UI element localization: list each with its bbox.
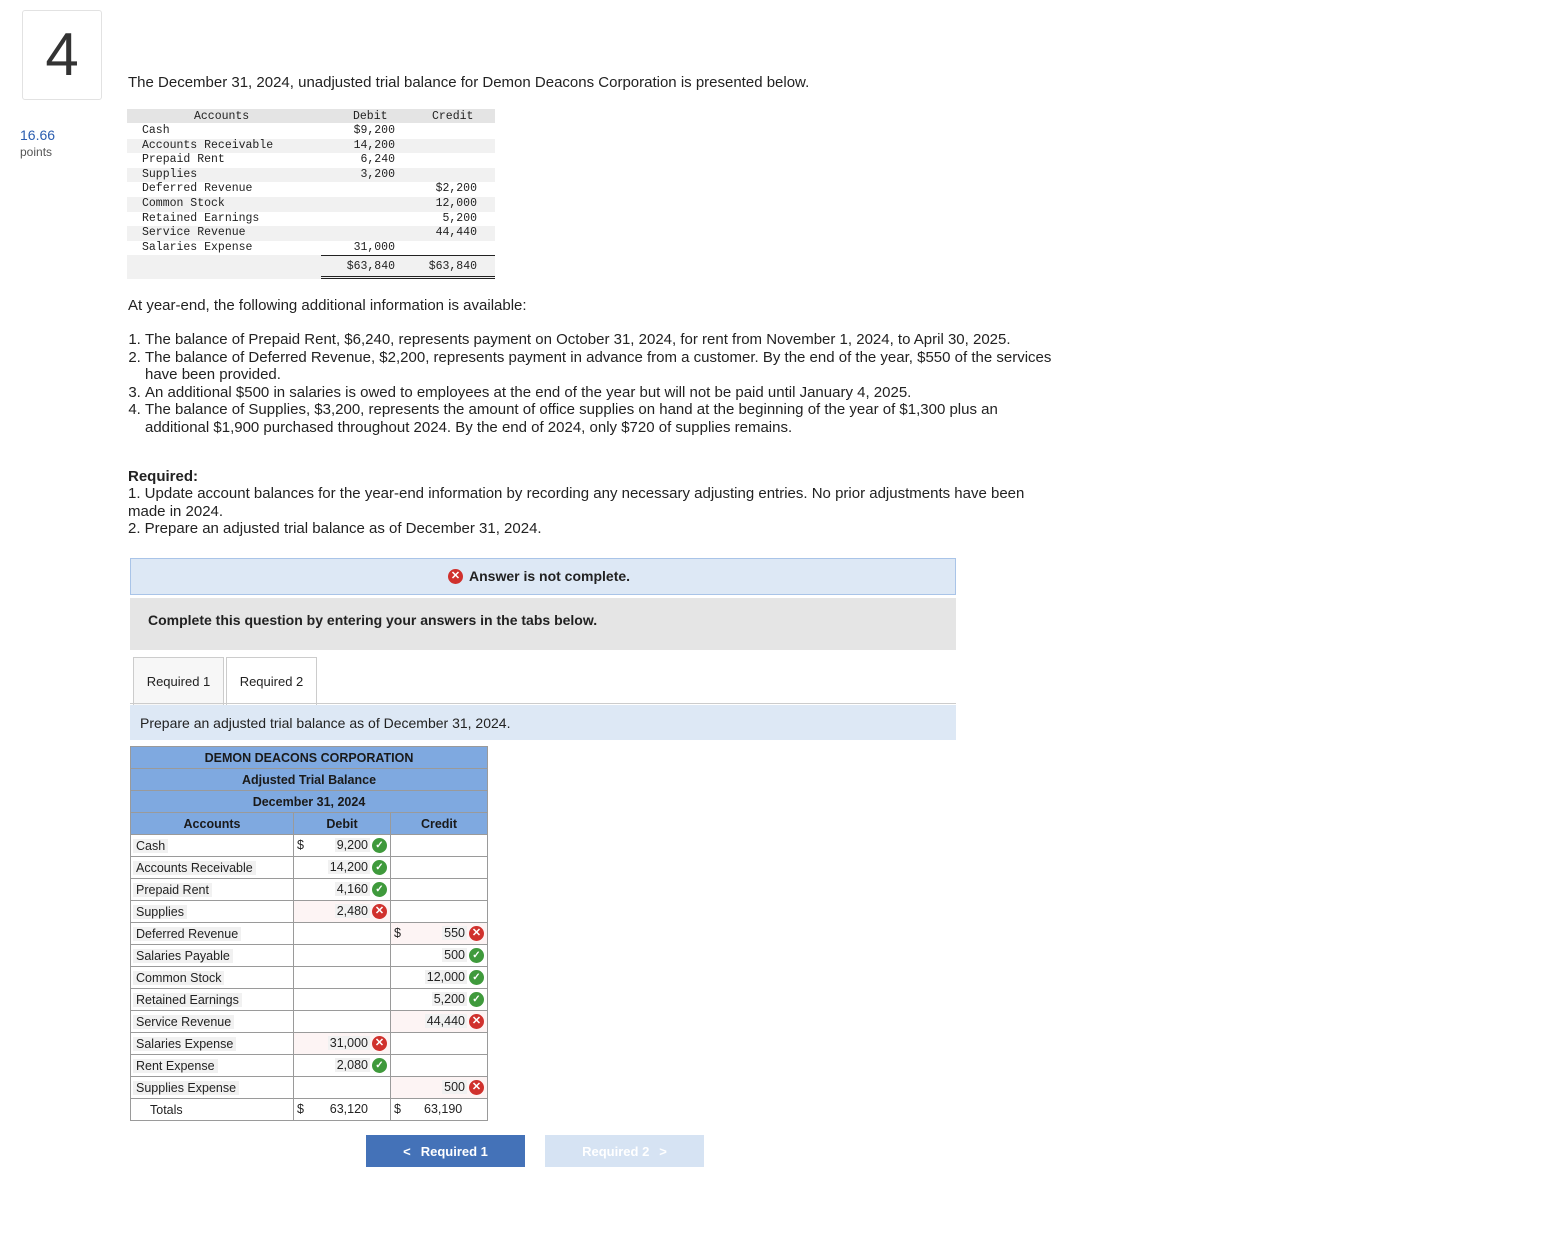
incorrect-icon: ✕ [469,926,484,941]
debit-cell[interactable] [294,879,391,901]
credit-value[interactable]: 500 [444,948,465,962]
account-name[interactable]: Salaries Expense [133,1037,236,1051]
credit-cell[interactable] [391,923,488,945]
credit-cell[interactable] [391,945,488,967]
debit-cell[interactable] [294,945,391,967]
required-item-1: 1. Update account balances for the year-end information by recording any necessary adjusting entries. No prior adjustments have been made in 2024. [128,485,1025,520]
credit-cell[interactable] [391,901,488,923]
info-item: 2. The balance of Deferred Revenue, $2,200, represents payment in advance from a customer. By the end of the year, $550 of the services have been provided. [145,349,1055,384]
table-row [131,1077,488,1099]
credit-value[interactable]: 550 [444,926,465,940]
tb-account: Cash [142,124,170,137]
table-row [131,1033,488,1055]
debit-value[interactable]: 4,160 [336,882,368,896]
complete-prompt-text: Complete this question by entering your answers in the tabs below. [148,612,598,628]
account-cell [131,1055,294,1077]
required-item-2: 2. Prepare an adjusted trial balance as of December 31, 2024. [128,520,542,537]
additional-info-list [128,331,1055,436]
incorrect-icon: ✕ [469,1014,484,1029]
next-button-label: Required 2 [582,1143,650,1159]
tb-credit: 12,000 [435,197,477,210]
debit-cell[interactable] [294,1055,391,1077]
points-value: 16.66 [20,127,56,143]
account-name[interactable]: Supplies Expense [133,1081,239,1095]
table-row [131,1011,488,1033]
tb-account: Deferred Revenue [142,182,253,196]
tb-account: Common Stock [142,197,225,210]
tb-account: Prepaid Rent [142,153,225,167]
currency-symbol: $ [394,926,401,940]
adjusted-trial-balance-table [130,746,488,1121]
account-name[interactable]: Salaries Payable [133,949,233,963]
credit-value[interactable]: 12,000 [426,970,465,984]
question-number: 4 [22,10,102,100]
totals-label-cell [131,1099,294,1121]
check-icon: ✓ [372,1058,387,1073]
account-name[interactable]: Common Stock [133,971,224,985]
account-cell [131,857,294,879]
account-cell [131,923,294,945]
tb-account: Salaries Expense [142,240,253,254]
totals-label: Totals [150,1102,183,1117]
table-row [131,879,488,901]
required-heading: Required: [128,468,199,485]
statement-date: December 31, 2024 [131,791,488,813]
debit-value[interactable]: 2,480 [336,904,368,918]
debit-cell[interactable] [294,1011,391,1033]
additional-info-heading: At year-end, the following additional information is available: [128,297,527,314]
tb-credit: 5,200 [442,211,477,225]
account-name[interactable]: Prepaid Rent [133,883,212,897]
account-cell [131,879,294,901]
tab-divider [130,703,956,704]
col-header-credit: Credit [391,813,488,835]
instruction-text: Prepare an adjusted trial balance as of December 31, 2024. [140,715,511,731]
intro-text: The December 31, 2024, unadjusted trial balance for Demon Deacons Corporation is presented below. [128,74,810,91]
currency-symbol: $ [297,1102,304,1116]
credit-cell[interactable] [391,879,488,901]
table-row [131,967,488,989]
info-item: 1. The balance of Prepaid Rent, $6,240, represents payment on October 31, 2024, for rent from November 1, 2024, to April 30, 2025. [145,331,1055,349]
tb-total-debit: $63,840 [346,260,395,273]
debit-value[interactable]: 2,080 [336,1058,368,1072]
check-icon: ✓ [372,860,387,875]
check-icon: ✓ [372,882,387,897]
tb-account: Retained Earnings [142,211,260,225]
tb-debit: $9,200 [353,124,395,137]
account-cell [131,1033,294,1055]
credit-cell[interactable] [391,1077,488,1099]
tab-required-1[interactable]: Required 1 [133,657,224,706]
total-debit-value: 63,120 [329,1102,368,1116]
tb-header-accounts: Accounts [194,110,250,123]
account-cell [131,967,294,989]
table-row [131,857,488,879]
check-icon: ✓ [469,970,484,985]
instruction-box [130,705,956,740]
credit-cell[interactable] [391,1055,488,1077]
tb-total-credit: $63,840 [428,260,477,273]
credit-cell[interactable] [391,835,488,857]
prev-button-label: Required 1 [420,1143,488,1159]
company-name: DEMON DEACONS CORPORATION [131,747,488,769]
account-cell [131,1011,294,1033]
tb-double-line [321,276,495,279]
incorrect-icon: ✕ [372,904,387,919]
account-cell [131,989,294,1011]
next-required-button[interactable] [545,1135,704,1167]
incorrect-icon: ✕ [448,569,463,584]
answer-status-text: Answer is not complete. [469,568,631,584]
info-item: 3. An additional $500 in salaries is owed to employees at the end of the year but will not be paid until January 4, 2025. [145,384,1055,402]
chevron-right-icon: > [659,1143,667,1159]
statement-title: Adjusted Trial Balance [131,769,488,791]
account-name[interactable]: Service Revenue [133,1015,234,1029]
account-cell [131,945,294,967]
table-row [131,1055,488,1077]
credit-value[interactable]: 500 [444,1080,465,1094]
table-row [131,835,488,857]
info-item: 4. The balance of Supplies, $3,200, represents the amount of office supplies on hand at the beginning of the year of $1,300 plus an additional $1,900 purchased throughout 2024. By the end of 2024, only $720 of supplies remains. [145,401,1055,436]
col-header-accounts: Accounts [131,813,294,835]
check-icon: ✓ [469,992,484,1007]
table-row [131,923,488,945]
debit-cell[interactable] [294,835,391,857]
tb-debit: 31,000 [353,240,395,254]
check-icon: ✓ [469,948,484,963]
account-name[interactable]: Cash [133,839,168,853]
currency-symbol: $ [297,838,304,852]
tb-debit: 6,240 [360,153,395,167]
credit-value[interactable]: 5,200 [433,992,465,1006]
credit-cell[interactable] [391,1033,488,1055]
tb-account: Accounts Receivable [142,138,274,152]
total-credit-value: 63,190 [424,1102,463,1116]
debit-cell[interactable] [294,967,391,989]
tb-account: Supplies [142,167,198,181]
account-cell [131,1077,294,1099]
credit-cell[interactable] [391,1011,488,1033]
incorrect-icon: ✕ [372,1036,387,1051]
debit-cell[interactable] [294,1077,391,1099]
tb-credit: 44,440 [435,226,477,240]
debit-cell[interactable] [294,857,391,879]
tb-header-debit: Debit [353,110,388,123]
account-name[interactable]: Retained Earnings [133,993,242,1007]
debit-cell[interactable] [294,923,391,945]
account-cell [131,901,294,923]
answer-status-box [130,558,956,595]
tb-account: Service Revenue [142,226,246,240]
debit-cell[interactable] [294,989,391,1011]
tb-total-line [321,255,495,256]
table-row [131,989,488,1011]
tb-debit: 3,200 [360,167,395,181]
debit-cell[interactable] [294,1033,391,1055]
check-icon: ✓ [372,838,387,853]
tab-required-2[interactable]: Required 2 [226,657,317,706]
points-label: points [20,145,53,159]
account-name[interactable]: Accounts Receivable [133,861,256,875]
adjusted-tb-rows [131,835,488,1099]
debit-value[interactable]: 9,200 [336,838,368,852]
col-header-debit: Debit [294,813,391,835]
chevron-left-icon: < [403,1143,411,1159]
credit-cell[interactable] [391,989,488,1011]
account-name[interactable]: Rent Expense [133,1059,218,1073]
complete-prompt-box [130,598,956,650]
debit-value[interactable]: 31,000 [329,1036,368,1050]
tb-header-credit: Credit [432,110,474,123]
credit-cell[interactable] [391,857,488,879]
credit-cell[interactable] [391,967,488,989]
currency-symbol: $ [394,1102,401,1116]
tb-credit: $2,200 [435,182,477,196]
account-name[interactable]: Supplies [133,905,187,919]
debit-value[interactable]: 14,200 [329,860,368,874]
table-row [131,901,488,923]
credit-value[interactable]: 44,440 [426,1014,465,1028]
totals-credit-cell [391,1099,488,1121]
tb-debit: 14,200 [353,138,395,152]
account-name[interactable]: Deferred Revenue [133,927,241,941]
account-cell [131,835,294,857]
table-row [131,945,488,967]
incorrect-icon: ✕ [469,1080,484,1095]
totals-debit-cell [294,1099,391,1121]
debit-cell[interactable] [294,901,391,923]
prev-required-button[interactable] [366,1135,525,1167]
